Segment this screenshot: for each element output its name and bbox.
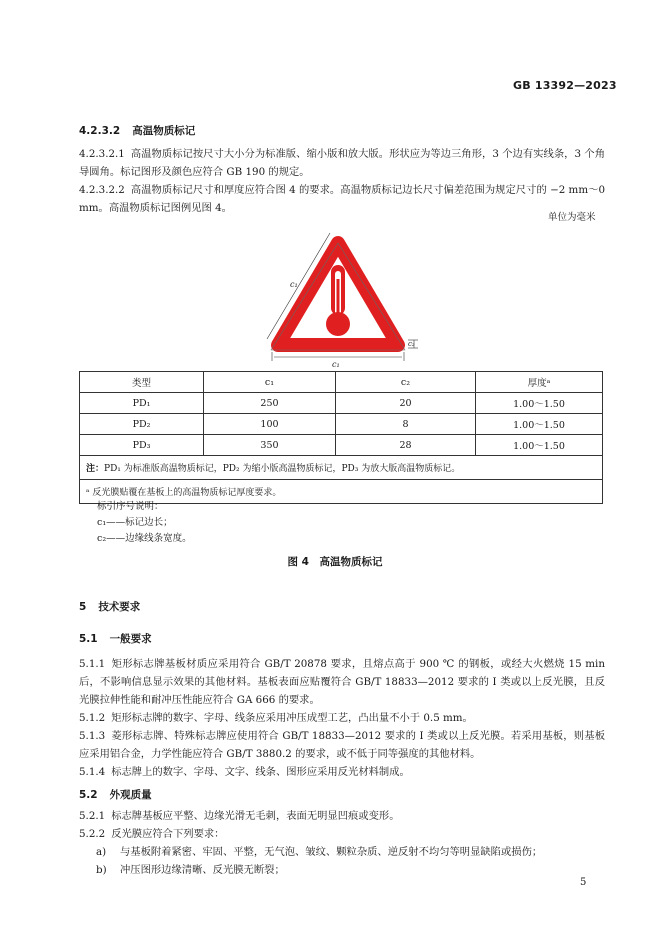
clause-text: 高温物质标记尺寸和厚度应符合图 4 的要求。高温物质标记边长尺寸偏差范围为规定尺寸的 −2 mm～0 mm。高温物质标记图例见图 4。 xyxy=(79,184,605,214)
column-header-c1: c₁ xyxy=(204,372,336,393)
cell-thickness: 1.00～1.50 xyxy=(476,393,603,414)
list-item xyxy=(96,861,285,876)
unit-label: 单位为毫米 xyxy=(548,212,596,223)
dimension-label-c2: c₂ xyxy=(408,340,415,348)
section-number: 5.2 xyxy=(79,789,98,801)
cell-c1: 100 xyxy=(204,414,336,435)
section-number: 5 xyxy=(79,601,87,613)
clause-text: 反光膜应符合下列要求： xyxy=(111,828,225,840)
column-header-c2: c₂ xyxy=(336,372,476,393)
dimension-label-c1-bottom: c₁ xyxy=(332,360,340,367)
table-note xyxy=(80,456,603,480)
paragraph-514 xyxy=(79,763,605,781)
section-title: 一般要求 xyxy=(109,633,152,645)
cell-c2: 20 xyxy=(336,393,476,414)
clause-text: 标志牌基板应平整、边缘光滑无毛刺，表面无明显凹痕或变形。 xyxy=(111,810,400,822)
paragraph-513 xyxy=(79,727,605,763)
table-note-row xyxy=(80,456,603,480)
section-title: 技术要求 xyxy=(98,601,141,613)
clause-text: 菱形标志牌、特殊标志牌应使用符合 GB/T 18833—2012 要求的 Ⅰ 类或以上反光膜。若采用基板，则基板应采用铝合金，力学性能应符合 GB/T 3880.2 的要求，或不低于同等强度的其他材料。 xyxy=(79,730,605,760)
section-heading-4232 xyxy=(79,123,195,138)
high-temperature-mark-figure xyxy=(258,227,418,367)
list-text: 与基板附着紧密、牢固、平整，无气泡、皱纹、颗粒杂质、逆反射不均匀等明显缺陷或损伤； xyxy=(120,846,543,858)
clause-text: 标志牌上的数字、字母、文字、线条、图形应采用反光材料制成。 xyxy=(111,766,410,778)
table-footnote: ᵃ 反光膜贴覆在基板上的高温物质标记厚度要求。 xyxy=(80,480,603,504)
table-row xyxy=(80,393,603,414)
paragraph-512 xyxy=(79,709,605,727)
cell-type: PD₃ xyxy=(80,435,204,456)
clause-text: 高温物质标记按尺寸大小分为标准版、缩小版和放大版。形状应为等边三角形，3 个边有实线条，3 个角导圆角。标记图形及颜色应符合 GB 190 的规定。 xyxy=(79,148,605,178)
clause-text: 矩形标志牌基板材质应采用符合 GB/T 20878 要求，且熔点高于 900 ℃ 的钢板，或经大火燃烧 15 min 后，不影响信息显示效果的其他材料。基板表面应贴覆符合 GB/T 18833—2012 要求的 Ⅰ 类或以上反光膜，且反光膜拉伸性能和耐冲压性能应符合 GA 666 的要求。 xyxy=(79,658,605,706)
paragraph-4232-1 xyxy=(79,145,605,181)
section-number: 5.1 xyxy=(79,633,98,645)
paragraph-521 xyxy=(79,807,605,825)
cell-c1: 250 xyxy=(204,393,336,414)
paragraph-511 xyxy=(79,655,605,709)
column-header-type: 类型 xyxy=(80,372,204,393)
table-header-row xyxy=(80,372,603,393)
clause-number: 5.2.1 xyxy=(79,810,106,822)
clause-number: 5.1.3 xyxy=(79,730,106,742)
section-heading-51 xyxy=(79,631,152,646)
cell-c2: 8 xyxy=(336,414,476,435)
cell-c1: 350 xyxy=(204,435,336,456)
standard-number: GB 13392—2023 xyxy=(513,79,617,92)
column-header-thickness: 厚度ᵃ xyxy=(476,372,603,393)
list-marker: a) xyxy=(96,846,107,858)
cell-thickness: 1.00～1.50 xyxy=(476,435,603,456)
clause-number: 5.1.1 xyxy=(79,658,106,670)
cell-type: PD₂ xyxy=(80,414,204,435)
table-row xyxy=(80,435,603,456)
clause-text: 矩形标志牌的数字、字母、线条应采用冲压成型工艺，凸出量不小于 0.5 mm。 xyxy=(111,712,473,724)
paragraph-522 xyxy=(79,825,605,843)
legend-title: 标引序号说明： xyxy=(97,501,164,512)
section-number: 4.2.3.2 xyxy=(79,125,121,137)
section-heading-5 xyxy=(79,599,140,614)
dimension-table xyxy=(79,371,603,504)
list-text: 冲压图形边缘清晰、反光膜无断裂； xyxy=(120,864,285,876)
clause-number: 5.2.2 xyxy=(79,828,106,840)
section-title: 外观质量 xyxy=(109,789,152,801)
clause-number: 4.2.3.2.1 xyxy=(79,148,125,160)
legend-item-c1: c₁——标记边长； xyxy=(97,517,173,528)
section-heading-52 xyxy=(79,787,152,802)
clause-number: 4.2.3.2.2 xyxy=(79,184,125,196)
legend-item-c2: c₂——边缘线条宽度。 xyxy=(97,533,192,544)
clause-number: 5.1.4 xyxy=(79,766,106,778)
page-number: 5 xyxy=(580,877,587,888)
section-title: 高温物质标记 xyxy=(132,125,196,137)
list-marker: b) xyxy=(96,864,107,876)
thermometer-icon xyxy=(326,265,350,336)
note-label: 注： xyxy=(86,464,105,474)
paragraph-4232-2 xyxy=(79,181,605,217)
list-item xyxy=(96,843,542,858)
table-row xyxy=(80,414,603,435)
note-text: PD₁ 为标准版高温物质标记，PD₂ 为缩小版高温物质标记，PD₃ 为放大版高温物质标记。 xyxy=(104,464,461,474)
dimension-label-c1-side: c₁ xyxy=(290,280,298,289)
cell-c2: 28 xyxy=(336,435,476,456)
figure-caption: 图 4 高温物质标记 xyxy=(287,556,383,568)
cell-type: PD₁ xyxy=(80,393,204,414)
clause-number: 5.1.2 xyxy=(79,712,106,724)
cell-thickness: 1.00～1.50 xyxy=(476,414,603,435)
